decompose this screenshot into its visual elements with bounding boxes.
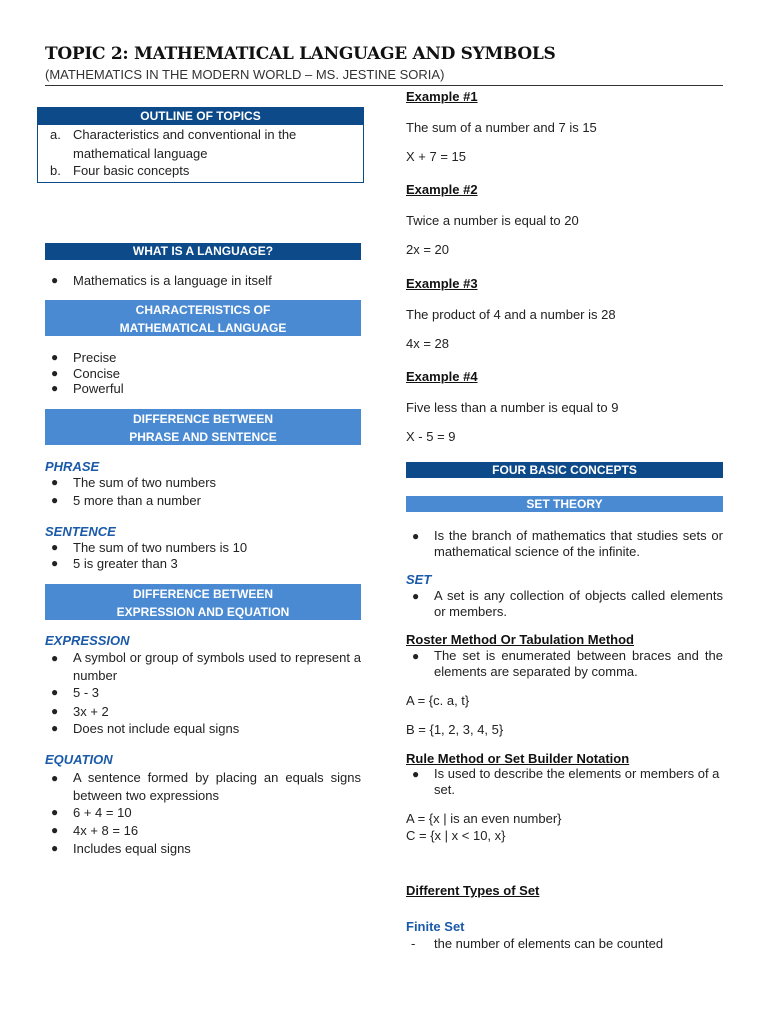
example-label: Example #1 [406,89,478,104]
list-item: ● Precise [73,350,116,365]
example-label: Example #2 [406,182,478,197]
heading-line: CHARACTERISTICS OF [135,303,271,317]
list-item: ● A symbol or group of symbols used to represent a number [73,649,361,685]
page-title: TOPIC 2: MATHEMATICAL LANGUAGE AND SYMBOLS [45,44,556,64]
heading-line: DIFFERENCE BETWEEN [132,412,273,426]
list-item: ● 4x + 8 = 16 [73,823,138,838]
sentence-label: SENTENCE [45,524,116,539]
outline-item-a-line1: Characteristics and conventional in the [73,127,297,142]
section-heading-phrase-sentence [45,409,361,445]
list-item: ● The sum of two numbers is 10 [73,540,247,555]
example-text: Five less than a number is equal to 9 [406,400,619,415]
example-equation: 2x = 20 [406,242,450,257]
list-item: ● Concise [73,366,120,381]
outline-marker-a: a. [50,127,61,142]
list-item: ● Does not include equal signs [73,721,239,736]
list-item: ● 5 - 3 [73,685,99,700]
heading-line: MATHEMATICAL LANGUAGE [119,321,287,335]
roster-example-a: A = {c. a, t} [406,693,470,708]
example-text: The product of 4 and a number is 28 [406,307,616,322]
rule-example-c: C = {x | x < 10, x} [406,828,506,843]
heading-line: PHRASE AND SENTENCE [129,430,277,444]
finite-set-label: Finite Set [406,919,465,934]
example-label: Example #3 [406,276,478,291]
section-heading-expression-equation [45,584,361,620]
list-item: ● Powerful [73,381,124,396]
section-heading-four-concepts: FOUR BASIC CONCEPTS [406,462,723,478]
example-text: The sum of a number and 7 is 15 [406,120,597,135]
outline-heading: OUTLINE OF TOPICS [38,108,363,125]
example-equation: X + 7 = 15 [406,149,466,164]
section-heading-language: WHAT IS A LANGUAGE? [45,243,361,260]
outline-item-b: Four basic concepts [73,163,190,178]
list-item: ● A set is any collection of objects called elements or members. [434,588,723,620]
finite-set-text: - the number of elements can be counted [434,936,663,951]
list-item: ● 3x + 2 [73,704,109,719]
equation-label: EQUATION [45,752,113,767]
list-item: ● The set is enumerated between braces and the elements are separated by comma. [434,648,723,680]
phrase-label: PHRASE [45,459,100,474]
outline-marker-b: b. [50,163,61,178]
outline-item-a-line2: mathematical language [73,146,208,161]
list-item: ● 5 is greater than 3 [73,556,178,571]
rule-heading: Rule Method or Set Builder Notation [406,751,630,766]
list-item: ● A sentence formed by placing an equals signs between two expressions [73,769,361,805]
page-subtitle: (MATHEMATICS IN THE MODERN WORLD – MS. JESTINE SORIA) [45,67,445,82]
example-equation: X - 5 = 9 [406,429,456,444]
roster-example-b: B = {1, 2, 3, 4, 5} [406,722,504,737]
list-item: ● 5 more than a number [73,493,201,508]
heading-line: DIFFERENCE BETWEEN [132,587,273,601]
section-heading-characteristics [45,300,361,336]
header-divider [45,85,723,86]
heading-line: EXPRESSION AND EQUATION [116,605,290,619]
list-item: ● Mathematics is a language in itself [73,273,272,288]
example-equation: 4x = 28 [406,336,450,351]
list-item: ● Is used to describe the elements or members of a set. [434,766,723,798]
expression-label: EXPRESSION [45,633,130,648]
set-label: SET [406,572,432,587]
section-heading-set-theory: SET THEORY [406,496,723,512]
roster-heading: Roster Method Or Tabulation Method [406,632,634,647]
example-label: Example #4 [406,369,478,384]
example-text: Twice a number is equal to 20 [406,213,579,228]
list-item: ● Includes equal signs [73,841,191,856]
list-item: ● Is the branch of mathematics that studies sets or mathematical science of the infinite. [434,528,723,560]
rule-example-a: A = {x | is an even number} [406,811,562,826]
list-item: ● 6 + 4 = 10 [73,805,132,820]
types-heading: Different Types of Set [406,883,540,898]
list-item: ● The sum of two numbers [73,475,216,490]
